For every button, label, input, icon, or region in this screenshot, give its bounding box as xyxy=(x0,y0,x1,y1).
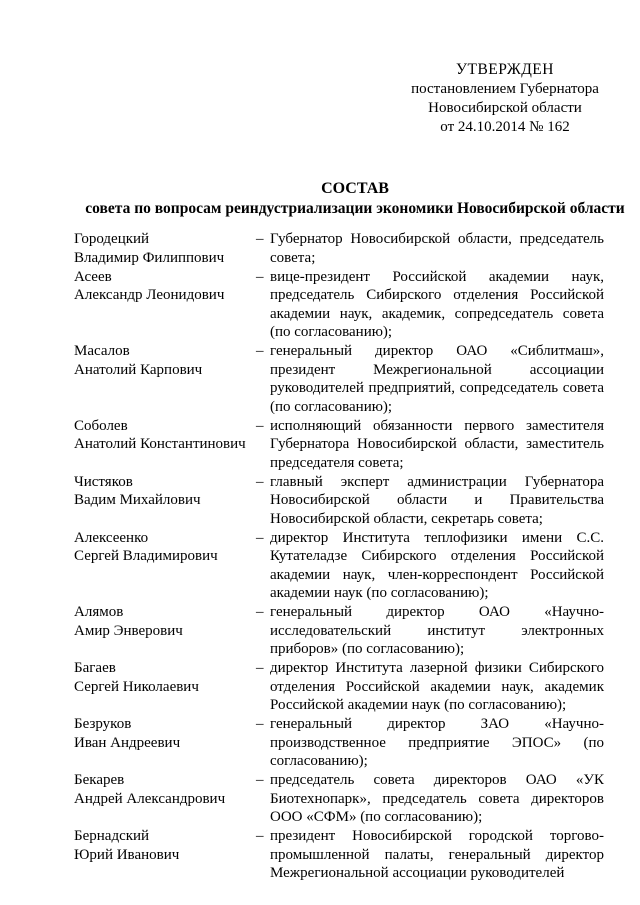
member-role: президент Новосибирской городской торгово-промышленной палаты, генеральный директор Межрегиональной ассоциации руководителей xyxy=(270,828,604,881)
member-surname: Городецкий xyxy=(74,231,150,247)
member-dash: – xyxy=(256,660,264,676)
member-name xyxy=(74,715,256,771)
member-role: главный эксперт администрации Губернатора Новосибирской области и Правительства Новосибирской области, секретарь совета; xyxy=(270,473,604,527)
member-row xyxy=(74,603,604,659)
member-given-names: Юрий Иванович xyxy=(74,846,180,863)
member-name xyxy=(74,268,256,342)
members-list xyxy=(74,230,604,883)
member-dash: – xyxy=(256,716,264,732)
member-dash: – xyxy=(256,529,264,546)
member-given-names: Анатолий Карпович xyxy=(74,361,203,378)
member-name xyxy=(74,473,256,529)
member-surname: Асеев xyxy=(74,268,112,285)
member-name xyxy=(74,771,256,827)
member-surname: Соболев xyxy=(74,417,128,434)
member-role: Губернатор Новосибирской области, председатель совета; xyxy=(270,231,604,266)
member-dash: – xyxy=(256,231,264,247)
member-row xyxy=(74,827,604,883)
member-role: исполняющий обязанности первого заместителя Губернатора Новосибирской области, заместитель председателя совета; xyxy=(270,417,604,471)
member-surname: Масалов xyxy=(74,343,130,359)
member-surname: Чистяков xyxy=(74,473,133,490)
member-role: председатель совета директоров ОАО «УК Биотехнопарк», председатель совета директоров ООО «СФМ» (по согласованию); xyxy=(270,772,604,825)
approval-line-1: постановлением Губернатора xyxy=(411,81,599,97)
member-given-names: Александр Леонидович xyxy=(74,287,225,303)
member-row xyxy=(74,771,604,827)
member-surname: Бернадский xyxy=(74,828,150,844)
approval-word: УТВЕРЖДЕН xyxy=(456,61,554,78)
member-dash: – xyxy=(256,473,264,490)
member-surname: Алексеенко xyxy=(74,529,149,546)
member-given-names: Сергей Владимирович xyxy=(74,548,218,564)
member-given-names: Владимир Филиппович xyxy=(74,249,225,266)
member-surname: Безруков xyxy=(74,716,132,732)
member-role: генеральный директор ОАО «Сиблитмаш», президент Межрегиональной ассоциации руководителей предприятий, сопредседатель совета (по согласованию); xyxy=(270,343,604,415)
member-name xyxy=(74,342,256,416)
approval-stamp xyxy=(400,60,610,137)
approval-date-number: от 24.10.2014 № 162 xyxy=(440,119,570,135)
document-title xyxy=(60,179,640,219)
title-line-2: совета по вопросам реиндустриализации экономики Новосибирской области xyxy=(85,200,625,217)
member-given-names: Анатолий Константинович xyxy=(74,436,246,452)
member-surname: Багаев xyxy=(74,660,116,676)
member-row xyxy=(74,715,604,771)
member-row xyxy=(74,230,604,267)
member-role: вице-президент Российской академии наук, председатель Сибирского отделения Российской академии наук, академик, сопредседатель совета (по согласованию); xyxy=(270,268,604,340)
approval-line-2: Новосибирской области xyxy=(428,100,582,116)
member-row xyxy=(74,473,604,529)
member-given-names: Андрей Александрович xyxy=(74,790,226,807)
title-line-1: СОСТАВ xyxy=(321,180,389,197)
member-surname: Бекарев xyxy=(74,772,125,788)
member-dash: – xyxy=(256,828,264,844)
member-name xyxy=(74,659,256,715)
member-given-names: Иван Андреевич xyxy=(74,734,181,751)
member-row xyxy=(74,342,604,416)
member-name xyxy=(74,230,256,267)
member-name xyxy=(74,417,256,473)
member-given-names: Сергей Николаевич xyxy=(74,678,199,695)
member-role: директор Института теплофизики имени С.С. Кутателадзе Сибирского отделения Российской академии наук, член-корреспондент Российской академии наук (по согласованию); xyxy=(270,529,604,601)
member-row xyxy=(74,659,604,715)
member-row xyxy=(74,417,604,473)
member-dash: – xyxy=(256,268,264,285)
member-name xyxy=(74,827,256,883)
member-dash: – xyxy=(256,343,264,359)
member-row xyxy=(74,529,604,603)
member-name xyxy=(74,529,256,603)
member-role: генеральный директор ОАО «Научно-исследовательский институт электронных приборов» (по согласованию); xyxy=(270,604,604,657)
member-surname: Алямов xyxy=(74,604,124,620)
member-role: генеральный директор ЗАО «Научно-производственное предприятие ЭПОС» (по согласованию); xyxy=(270,716,604,769)
member-role: директор Института лазерной физики Сибирского отделения Российской академии наук, академик Российской академии наук (по согласованию); xyxy=(270,660,604,713)
member-name xyxy=(74,603,256,659)
member-dash: – xyxy=(256,417,264,434)
member-dash: – xyxy=(256,772,264,788)
member-given-names: Амир Энверович xyxy=(74,622,183,639)
member-dash: – xyxy=(256,604,264,620)
member-given-names: Вадим Михайлович xyxy=(74,492,201,508)
member-row xyxy=(74,268,604,342)
